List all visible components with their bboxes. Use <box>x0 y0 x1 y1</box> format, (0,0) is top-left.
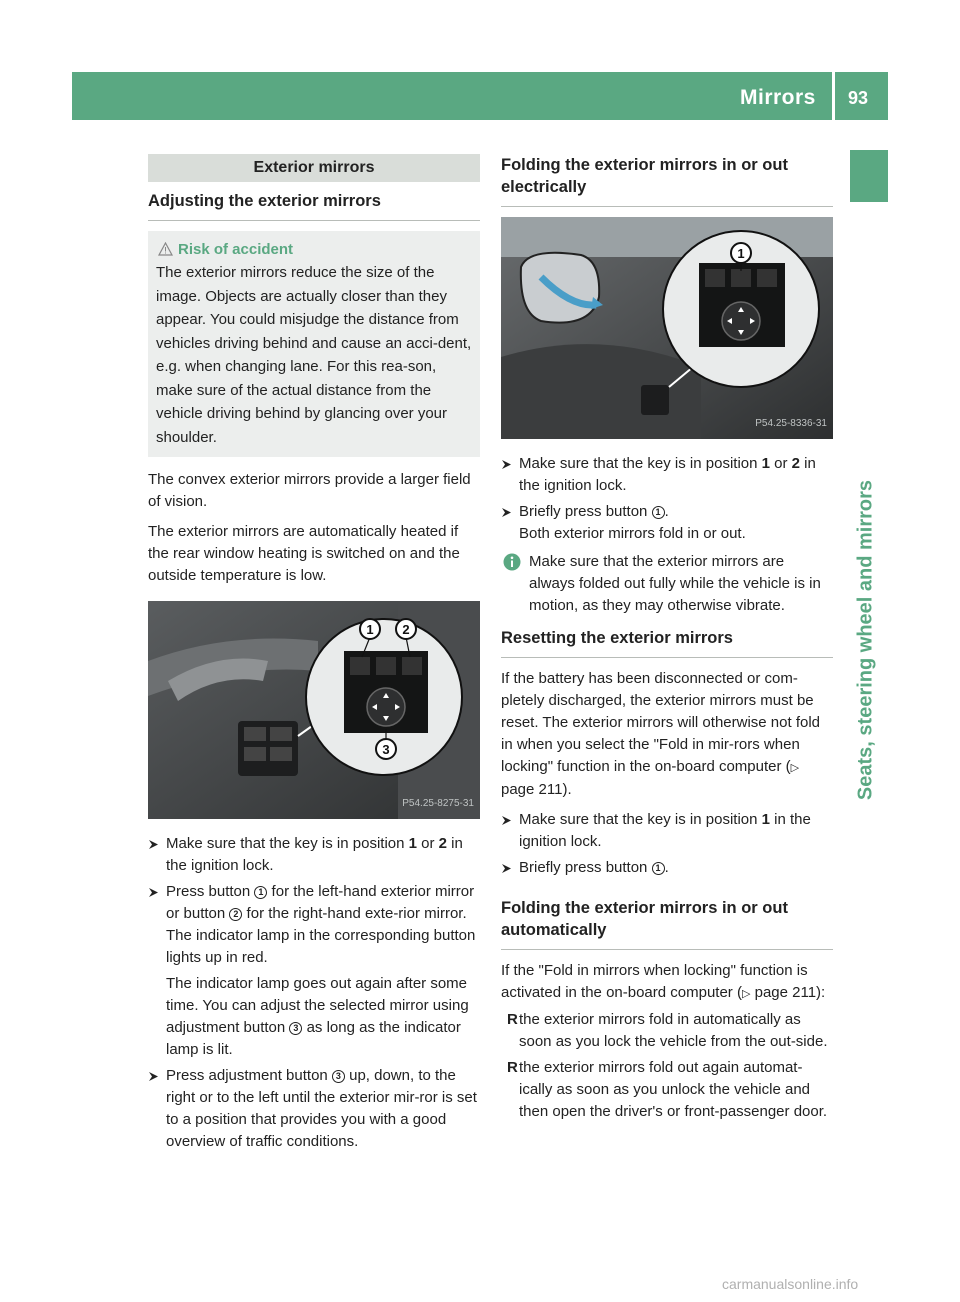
mirror-fold-photo <box>501 217 833 439</box>
ref-circle-1: 1 <box>652 506 665 519</box>
list-item: R the exterior mirrors fold in automatically as soon as you lock the vehicle from the out-side. <box>507 1011 828 1050</box>
step-note-fold: Both exterior mirrors fold in or out. <box>519 525 746 542</box>
ref-circle-1: 1 <box>254 886 267 899</box>
page-section-title: Mirrors <box>740 86 816 109</box>
step-note-lamp-off: The indicator lamp goes out again after some time. You can adjust the selected mirror using adjustment button 3 as long as the indicator lamp is lit. <box>166 975 469 1058</box>
warning-title: Risk of accident <box>156 239 472 261</box>
paragraph-heated: The exterior mirrors are automatically heated if the rear window heating is switched on and the outside temperature is low. <box>148 523 460 584</box>
step-press-button: Briefly press button 1 . <box>501 501 833 523</box>
watermark: carmanualsonline.info <box>722 1276 859 1292</box>
step-arrow-icon <box>148 839 159 850</box>
step-arrow-icon <box>148 1071 159 1082</box>
step-arrow-icon <box>501 815 512 826</box>
ref-circle-2: 2 <box>229 908 242 921</box>
step-arrow-icon <box>148 887 159 898</box>
info-note: Make sure that the exterior mirrors are always folded out fully while the vehicle is in motion, as they may otherwise vibrate. <box>501 551 833 617</box>
step-reset-key: Make sure that the key is in position 1 in the ignition lock. <box>501 809 833 853</box>
step-key-position: Make sure that the key is in position 1 or 2 in the ignition lock. <box>501 453 833 497</box>
warning-text: The exterior mirrors reduce the size of the image. Objects are actually closer than they appear. You could misjudge the distance from vehicles driving behind and cause an acci-dent, e.g. when changing lane. For this rea-son, make sure of the actual distance from the vehicle driving behind by glancing over your shoulder. <box>156 264 472 446</box>
callout-1: 1 <box>366 622 374 637</box>
callout-1: 1 <box>737 246 745 261</box>
ref-circle-3: 3 <box>289 1022 302 1035</box>
step-arrow-icon <box>501 863 512 874</box>
list-item: R the exterior mirrors fold out again automat-ically as soon as you unlock the vehicle and then open the driver's or front-passenger door. <box>507 1059 828 1120</box>
photo-code: P54.25-8336-31 <box>755 418 827 429</box>
paragraph-auto: If the "Fold in mirrors when locking" function is activated in the on-board computer (▷ page 211): <box>501 962 826 1001</box>
step-adjust: Press adjustment button 3 up, down, to the right or to the left until the exterior mir-ror is set to a position that provides you with a good overview of traffic conditions. <box>148 1065 480 1153</box>
header-separator <box>832 72 835 120</box>
paragraph-reset: If the battery has been disconnected or com-pletely discharged, the exterior mirrors must be reset. The exterior mirrors will otherwise not fold in when you select the "Fold in mir-rors when locking" function in the on-board computer (▷ page 211). <box>501 670 820 798</box>
subheading-adjusting: Adjusting the exterior mirrors <box>148 190 480 221</box>
ref-circle-1: 1 <box>652 862 665 875</box>
warning-triangle-icon <box>158 242 173 256</box>
callout-3: 3 <box>382 742 390 757</box>
ref-circle-3: 3 <box>332 1070 345 1083</box>
section-bar: Exterior mirrors <box>148 154 480 182</box>
page-pointer-icon: ▷ <box>741 988 751 1000</box>
step-arrow-icon <box>501 459 512 470</box>
step-note-lamp-on: The indicator lamp in the corresponding button lights up in red. <box>166 927 476 966</box>
step-arrow-icon <box>501 507 512 518</box>
subheading-fold-auto: Folding the exterior mirrors in or out automatically <box>501 897 833 950</box>
warning-box <box>148 231 480 457</box>
callout-2: 2 <box>402 622 410 637</box>
step-press-button: Press button 1 for the left-hand exterior mirror or button 2 for the right-hand exte-rior mirror. <box>148 881 480 925</box>
subheading-fold-electric: Folding the exterior mirrors in or out electrically <box>501 154 833 207</box>
bullet-mark: R <box>507 1011 518 1028</box>
bullet-mark: R <box>507 1059 518 1076</box>
step-reset-press: Briefly press button 1 . <box>501 857 833 879</box>
left-column <box>148 154 480 1153</box>
info-icon <box>503 553 521 571</box>
page-number: 93 <box>848 88 869 108</box>
step-key-position: Make sure that the key is in position 1 or 2 in the ignition lock. <box>148 833 480 877</box>
door-controls-photo <box>148 601 480 819</box>
chapter-tab <box>850 150 888 202</box>
paragraph-convex: The convex exterior mirrors provide a larger field of vision. <box>148 471 471 510</box>
photo-code: P54.25-8275-31 <box>402 798 474 809</box>
subheading-resetting: Resetting the exterior mirrors <box>501 627 833 658</box>
right-column <box>501 154 833 1123</box>
page-pointer-icon: ▷ <box>790 762 800 774</box>
